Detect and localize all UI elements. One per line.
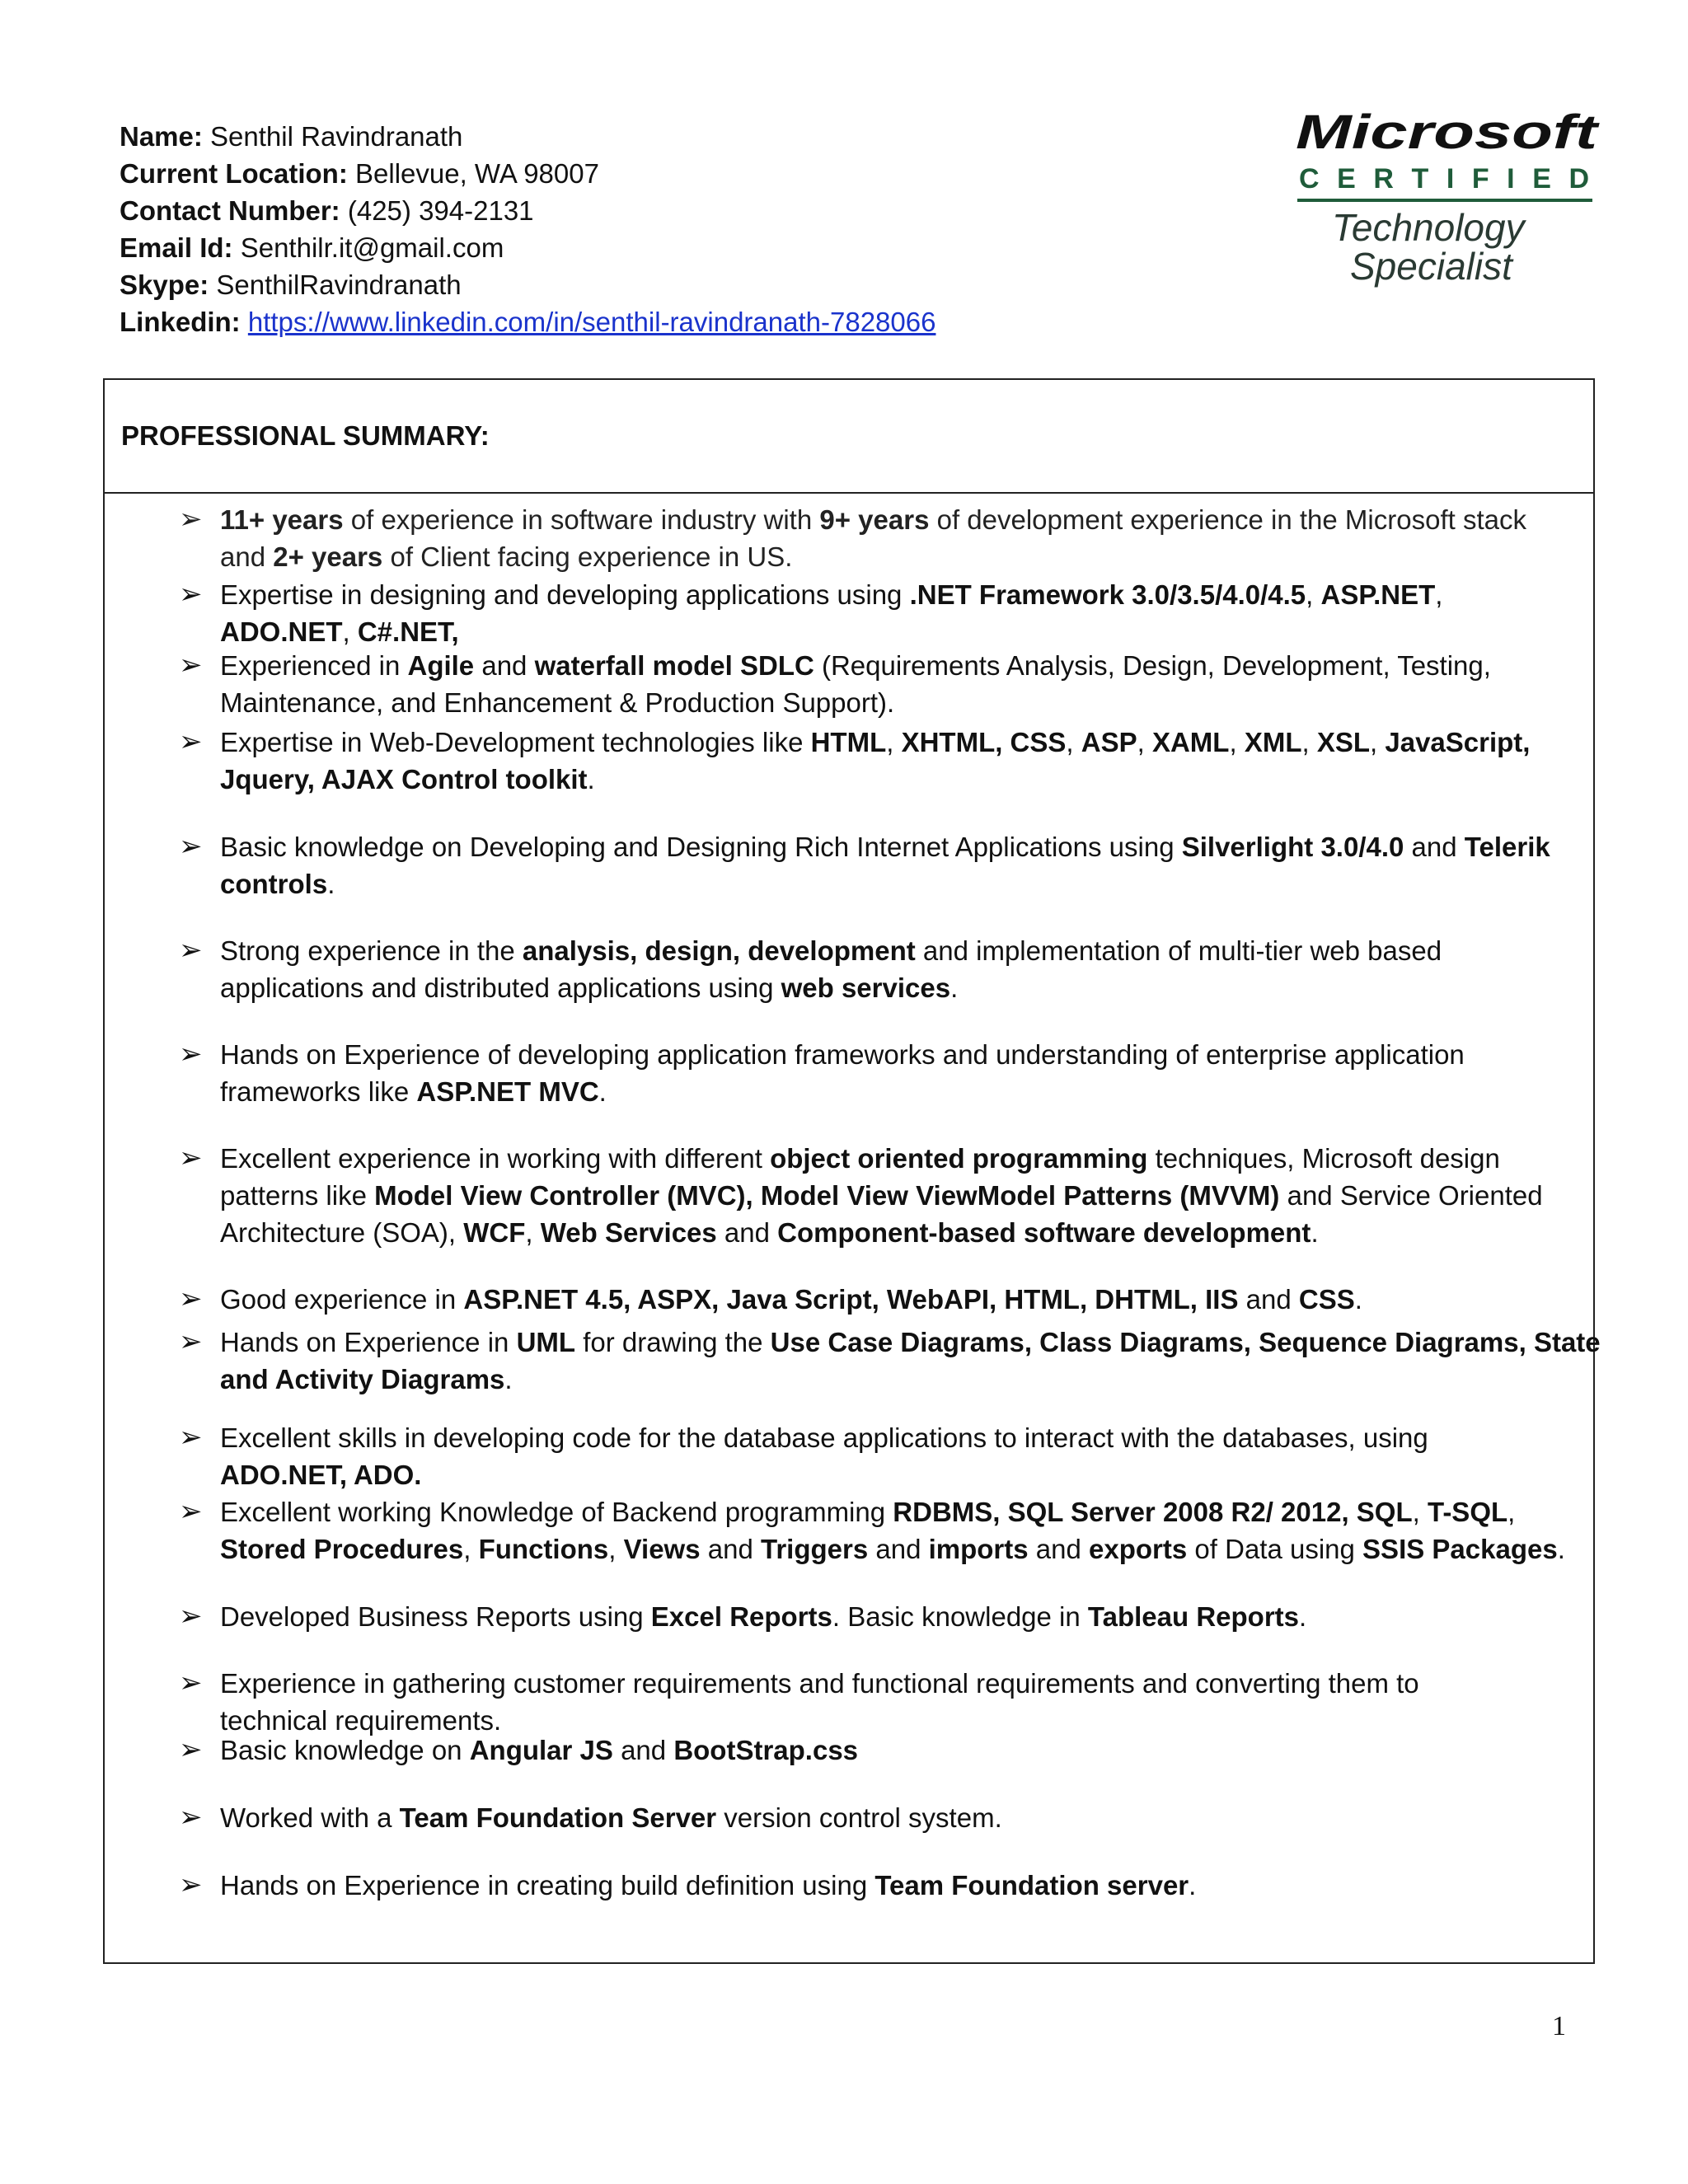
bullet-text: and (1404, 832, 1465, 862)
bullet-text: imports (928, 1534, 1029, 1564)
bullet-text: of Client facing experience in US. (382, 541, 793, 572)
bullet-text: of experience in software industry with (343, 504, 820, 535)
bullet-arrow-icon: ➢ (179, 579, 203, 610)
bullet-text: . (950, 972, 959, 1003)
summary-bullet (179, 501, 1687, 575)
bullet-text: for drawing the (575, 1327, 771, 1357)
location-value: Bellevue, WA 98007 (355, 158, 599, 189)
bullet-arrow-icon: ➢ (179, 1667, 203, 1699)
bullet-text: Angular JS (469, 1735, 613, 1765)
bullet-text: Excellent experience in working with different (220, 1143, 771, 1174)
bullet-text: , (1412, 1497, 1428, 1527)
bullet-arrow-icon: ➢ (179, 1038, 203, 1070)
bullet-text: , (1066, 727, 1081, 757)
bullet-line (220, 1419, 1687, 1456)
bullet-text: Architecture (SOA), (220, 1217, 464, 1248)
bullet-text: XSL (1316, 727, 1371, 757)
bullet-text: . Basic knowledge in (832, 1601, 1088, 1632)
bullet-text: of development experience in the Microsoft stack (929, 504, 1526, 535)
bullet-text: RDBMS, SQL Server 2008 R2/ 2012, SQL (893, 1497, 1413, 1527)
summary-bullet (179, 724, 1687, 798)
email-value: Senthilr.it@gmail.com (240, 232, 504, 263)
bullet-text: 11+ years (220, 504, 344, 535)
summary-bullet (179, 1281, 1687, 1318)
bullet-text: Expertise in Web-Development technologies like (220, 727, 811, 757)
bullet-text: and (1238, 1284, 1299, 1315)
bullet-arrow-icon: ➢ (179, 831, 203, 862)
bullet-text: Basic knowledge on Developing and Designing Rich Internet Applications using (220, 832, 1182, 862)
bullet-text: Experienced in (220, 650, 408, 681)
bullet-line (220, 501, 1687, 538)
bullet-arrow-icon: ➢ (179, 504, 203, 535)
bullet-text: Agile (407, 650, 475, 681)
phone-label: Contact Number: (120, 195, 340, 226)
contact-phone-row (120, 192, 935, 229)
bullet-text: , (342, 616, 358, 647)
bullet-text: , (1301, 727, 1317, 757)
bullet-text: Team Foundation Server (399, 1802, 717, 1833)
bullet-text: Jquery, AJAX Control toolkit (220, 764, 588, 794)
summary-bullet (179, 828, 1687, 902)
bullet-line (220, 647, 1687, 684)
bullet-text: JavaScript, (1385, 727, 1531, 757)
bullet-text: ASP.NET (1320, 579, 1436, 610)
skype-label: Skype: (120, 269, 209, 300)
bullet-text: techniques, Microsoft design (1147, 1143, 1500, 1174)
summary-bullet (179, 1324, 1687, 1398)
bullet-text: Hands on Experience in (220, 1327, 517, 1357)
bullet-text: and (474, 650, 535, 681)
bullet-text: , (525, 1217, 541, 1248)
bullet-text: analysis, design, development (522, 935, 916, 966)
bullet-line (220, 932, 1687, 969)
bullet-text: Expertise in designing and developing applications using (220, 579, 910, 610)
bullet-text: , (1370, 727, 1386, 757)
bullet-text: , (1306, 579, 1321, 610)
bullet-text: and (700, 1534, 761, 1564)
bullet-text: . (327, 869, 335, 899)
bullet-text: and (716, 1217, 778, 1248)
summary-bullet (179, 1036, 1687, 1110)
bullet-line (220, 613, 1687, 650)
bullet-text: XAML (1151, 727, 1230, 757)
bullet-line (220, 1493, 1687, 1530)
bullet-arrow-icon: ➢ (179, 726, 203, 757)
bullet-arrow-icon: ➢ (179, 1142, 203, 1174)
bullet-arrow-icon: ➢ (179, 1496, 203, 1527)
bullet-text: . (1557, 1534, 1565, 1564)
bullet-line (220, 1324, 1687, 1361)
bullet-text: Worked with a (220, 1802, 400, 1833)
phone-value: (425) 394-2131 (347, 195, 534, 226)
bullet-text: SSIS Packages (1362, 1534, 1558, 1564)
bullet-arrow-icon: ➢ (179, 1601, 203, 1632)
summary-bullet (179, 1867, 1687, 1904)
logo-certified-text: CERTIFIED (1299, 163, 1589, 194)
bullet-text: Developed Business Reports using (220, 1601, 651, 1632)
bullet-text: Tableau Reports (1087, 1601, 1300, 1632)
bullet-text: Views (623, 1534, 701, 1564)
bullet-line (220, 1177, 1687, 1214)
bullet-text: and (220, 541, 274, 572)
bullet-text: . (1189, 1870, 1197, 1900)
bullet-text: controls (220, 869, 328, 899)
skype-value: SenthilRavindranath (216, 269, 462, 300)
bullet-line (220, 1281, 1687, 1318)
bullet-text: UML (516, 1327, 576, 1357)
bullet-line (220, 684, 1687, 721)
bullet-text: WCF (463, 1217, 526, 1248)
summary-bullet (179, 1732, 1687, 1769)
logo-specialist-text: Specialist (1350, 245, 1512, 288)
bullet-text: and Activity Diagrams (220, 1364, 505, 1394)
bullet-text: Basic knowledge on (220, 1735, 470, 1765)
bullet-text: Hands on Experience of developing application frameworks and understanding of enterprise application (220, 1039, 1465, 1070)
bullet-line (220, 1665, 1687, 1702)
bullet-arrow-icon: ➢ (179, 1422, 203, 1453)
summary-bullet (179, 1419, 1687, 1493)
bullet-text: Web Services (540, 1217, 717, 1248)
bullet-text: BootStrap.css (673, 1735, 859, 1765)
bullet-text: Excel Reports (650, 1601, 832, 1632)
summary-bullet (179, 576, 1687, 650)
bullet-text: Model View Controller (MVC), Model View ViewModel Patterns (MVVM) (374, 1180, 1280, 1211)
bullet-text: 2+ years (273, 541, 383, 572)
bullet-text: , (886, 727, 902, 757)
bullet-text: and (868, 1534, 929, 1564)
summary-heading: PROFESSIONAL SUMMARY: (105, 380, 1593, 494)
bullet-arrow-icon: ➢ (179, 935, 203, 966)
bullet-arrow-icon: ➢ (179, 1326, 203, 1357)
bullet-text: Team Foundation server (874, 1870, 1189, 1900)
bullet-text: C#.NET, (357, 616, 459, 647)
bullet-text: 9+ years (819, 504, 930, 535)
bullet-text: Functions (478, 1534, 609, 1564)
summary-bullet (179, 1493, 1687, 1568)
bullet-text: Hands on Experience in creating build definition using (220, 1870, 875, 1900)
professional-summary-box (103, 378, 1601, 1964)
bullet-text: , (608, 1534, 624, 1564)
bullet-line (220, 1214, 1687, 1251)
contact-linkedin-row (120, 303, 935, 340)
bullet-line (220, 1732, 1687, 1769)
bullet-line (220, 1598, 1687, 1635)
bullet-text: Silverlight 3.0/4.0 (1181, 832, 1404, 862)
bullet-text: and implementation of multi-tier web based (915, 935, 1442, 966)
bullet-text: Maintenance, and Enhancement & Production Support). (220, 687, 895, 718)
contact-email-row (120, 229, 935, 266)
bullet-text: . (587, 764, 595, 794)
linkedin-link[interactable]: https://www.linkedin.com/in/senthil-ravindranath-7828066 (247, 307, 936, 337)
bullet-text: Strong experience in the (220, 935, 523, 966)
bullet-text: ADO.NET (220, 616, 343, 647)
bullet-text: , (1137, 727, 1152, 757)
contact-location-row (120, 155, 935, 192)
bullet-text: , (1507, 1497, 1516, 1527)
page-number: 1 (1552, 2011, 1566, 2041)
bullet-line (220, 828, 1687, 865)
bullet-line (220, 1867, 1687, 1904)
bullet-text: . (1311, 1217, 1319, 1248)
bullet-text: . (1354, 1284, 1362, 1315)
bullet-text: (Requirements Analysis, Design, Development, Testing, (814, 650, 1491, 681)
bullet-text: web services (781, 972, 951, 1003)
linkedin-label: Linkedin: (120, 307, 241, 337)
contact-block (120, 118, 935, 340)
name-label: Name: (120, 121, 203, 152)
email-label: Email Id: (120, 232, 233, 263)
bullet-text: . (504, 1364, 513, 1394)
bullet-text: object oriented programming (770, 1143, 1148, 1174)
bullet-text: Experience in gathering customer requirements and functional requirements and converting them to (220, 1668, 1419, 1699)
bullet-text: and (612, 1735, 674, 1765)
bullet-text: , (1435, 579, 1443, 610)
bullet-text: XML (1244, 727, 1302, 757)
microsoft-certified-logo (1296, 105, 1602, 297)
logo-microsoft-text: Microsoft (1296, 105, 1601, 159)
bullet-text: . (598, 1076, 607, 1107)
bullet-text: of Data using (1187, 1534, 1363, 1564)
bullet-text: Excellent skills in developing code for the database applications to interact with the databases, using (220, 1422, 1428, 1453)
location-label: Current Location: (120, 158, 348, 189)
bullet-text: , (463, 1534, 479, 1564)
contact-skype-row (120, 266, 935, 303)
summary-bullet (179, 647, 1687, 721)
bullet-line (220, 1456, 1687, 1493)
bullet-text: T-SQL (1427, 1497, 1508, 1527)
bullet-line (220, 576, 1687, 613)
bullet-arrow-icon: ➢ (179, 1869, 203, 1900)
bullet-line (220, 1530, 1687, 1568)
summary-bullet (179, 1799, 1687, 1836)
bullet-line (220, 724, 1687, 761)
bullet-text: .NET Framework 3.0/3.5/4.0/4.5 (909, 579, 1306, 610)
summary-bullet (179, 1140, 1687, 1251)
bullet-text: patterns like (220, 1180, 375, 1211)
bullet-line (220, 538, 1687, 575)
bullet-line (220, 1036, 1687, 1073)
bullet-line (220, 1799, 1687, 1836)
bullet-text: and (1028, 1534, 1090, 1564)
bullet-text: frameworks like (220, 1076, 417, 1107)
bullet-line (220, 1361, 1687, 1398)
bullet-line (220, 969, 1687, 1006)
bullet-text: exports (1089, 1534, 1188, 1564)
bullet-text: Component-based software development (777, 1217, 1311, 1248)
bullet-text: ASP.NET 4.5, ASPX, Java Script, WebAPI, HTML, DHTML, IIS (463, 1284, 1239, 1315)
bullet-arrow-icon: ➢ (179, 649, 203, 681)
summary-bullet (179, 1665, 1687, 1739)
bullet-text: waterfall model SDLC (534, 650, 814, 681)
bullet-arrow-icon: ➢ (179, 1802, 203, 1833)
bullet-text: . (1299, 1601, 1307, 1632)
bullet-text: Good experience in (220, 1284, 464, 1315)
bullet-arrow-icon: ➢ (179, 1734, 203, 1765)
bullet-text: and Service Oriented (1279, 1180, 1543, 1211)
bullet-text: XHTML, CSS (901, 727, 1067, 757)
bullet-arrow-icon: ➢ (179, 1283, 203, 1315)
bullet-text: , (1229, 727, 1245, 757)
bullet-text: technical requirements. (220, 1705, 502, 1736)
bullet-text: Telerik (1464, 832, 1550, 862)
bullet-text: applications and distributed applications using (220, 972, 781, 1003)
name-value: Senthil Ravindranath (210, 121, 463, 152)
bullet-text: CSS (1298, 1284, 1355, 1315)
contact-name-row (120, 118, 935, 155)
summary-bullet (179, 932, 1687, 1006)
bullet-line (220, 865, 1687, 902)
bullet-text: version control system. (716, 1802, 1002, 1833)
bullet-text: Stored Procedures (220, 1534, 464, 1564)
summary-bullet (179, 1598, 1687, 1635)
bullet-text: ADO.NET, ADO. (220, 1460, 422, 1490)
logo-technology-text: Technology (1332, 206, 1525, 249)
bullet-line (220, 761, 1687, 798)
bullet-text: ASP (1081, 727, 1137, 757)
bullet-text: HTML (810, 727, 887, 757)
bullet-text: Excellent working Knowledge of Backend programming (220, 1497, 893, 1527)
bullet-text: ASP.NET MVC (416, 1076, 599, 1107)
bullet-line (220, 1140, 1687, 1177)
bullet-line (220, 1073, 1687, 1110)
bullet-text: Use Case Diagrams, Class Diagrams, Sequence Diagrams, State (770, 1327, 1601, 1357)
bullet-text: Triggers (760, 1534, 869, 1564)
